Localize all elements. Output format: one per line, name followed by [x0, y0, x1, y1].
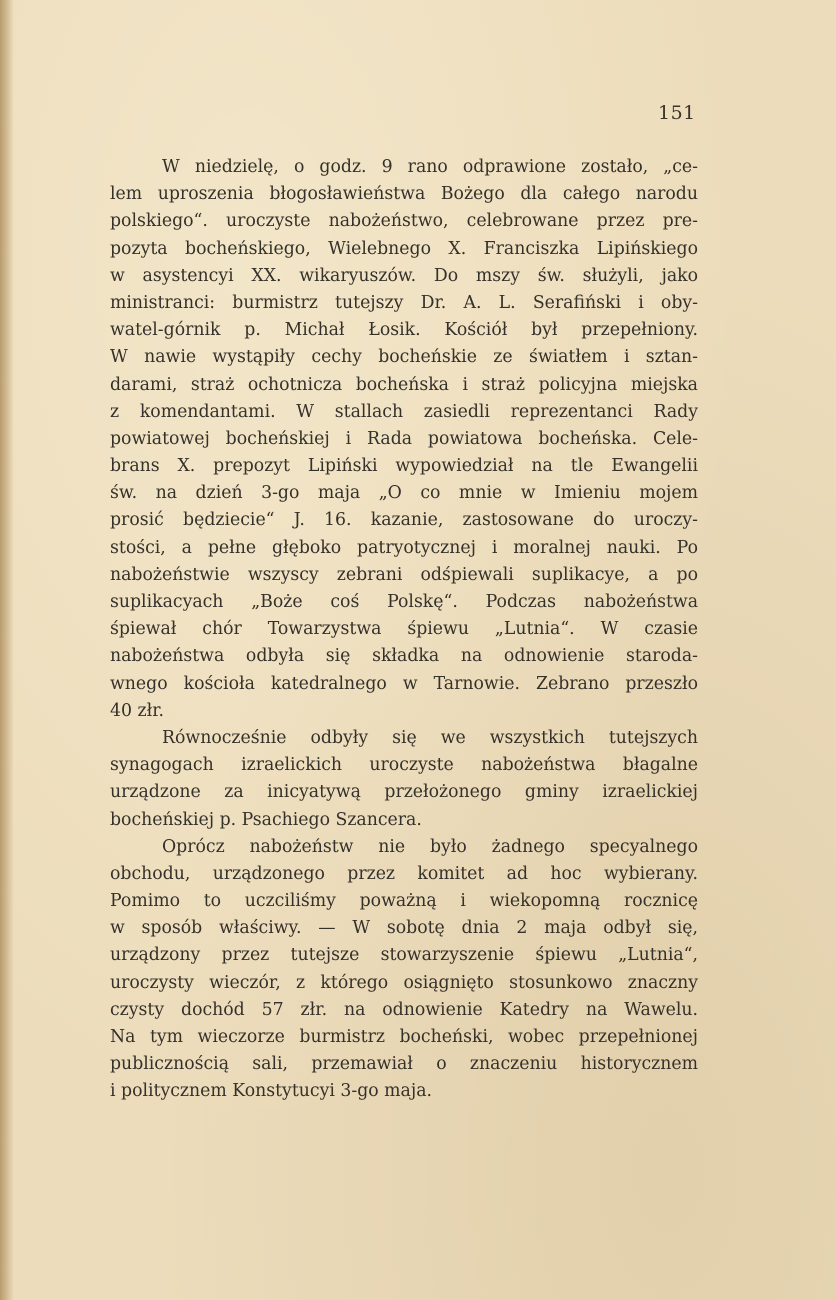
- page-number: 151: [658, 102, 696, 124]
- text-line: stości, a pełne głęboko patryotycznej i moralnej nauki. Po: [110, 537, 698, 558]
- text-line: urządzony przez tutejsze stowarzyszenie śpiewu „Lutnia“,: [110, 945, 698, 966]
- text-line: bocheńskiej p. Psachiego Szancera.: [110, 809, 422, 830]
- text-line: watel-górnik p. Michał Łosik. Kościół był przepełniony.: [110, 320, 698, 341]
- text-line: pozyta bocheńskiego, Wielebnego X. Franciszka Lipińskiego: [110, 238, 698, 259]
- text-line: nabożeństwie wszyscy zebrani odśpiewali suplikacye, a po: [110, 564, 698, 585]
- text-line: św. na dzień 3-go maja „O co mnie w Imieniu mojem: [110, 483, 698, 504]
- text-line: Pomimo to uczciliśmy poważną i wiekopomną rocznicę: [110, 891, 698, 912]
- paragraph: [110, 725, 698, 834]
- page-binding-edge: [0, 0, 14, 1300]
- text-line: z komendantami. W stallach zasiedli reprezentanci Rady: [110, 401, 698, 422]
- text-line: uroczysty wieczór, z którego osiągnięto stosunkowo znaczny: [110, 972, 698, 993]
- text-line: czysty dochód 57 złr. na odnowienie Katedry na Wawelu.: [110, 999, 698, 1020]
- text-line: prosić będziecie“ J. 16. kazanie, zastosowane do uroczy-: [110, 510, 698, 531]
- text-line: suplikacyach „Boże coś Polskę“. Podczas nabożeństwa: [110, 592, 698, 612]
- text-line: i politycznem Konstytucyi 3-go maja.: [110, 1081, 432, 1102]
- text-line: w sposób właściwy. — W sobotę dnia 2 maja odbył się,: [110, 918, 698, 939]
- text-line: Równocześnie odbyły się we wszystkich tutejszych: [162, 727, 698, 748]
- text-line: urządzone za inicyatywą przełożonego gminy izraelickiej: [110, 782, 698, 803]
- text-line: synagogach izraelickich uroczyste nabożeństwa błagalne: [110, 755, 698, 776]
- paragraph: [110, 154, 698, 725]
- text-line: brans X. prepozyt Lipiński wypowiedział na tle Ewangelii: [110, 456, 698, 477]
- text-line: śpiewał chór Towarzystwa śpiewu „Lutnia“. W czasie: [110, 619, 698, 640]
- text-line: darami, straż ochotnicza bocheńska i straż policyjna miejska: [110, 374, 698, 395]
- text-line: w asystencyi XX. wikaryuszów. Do mszy św. służyli, jako: [110, 265, 698, 286]
- text-line: W nawie wystąpiły cechy bocheńskie ze światłem i sztan-: [110, 347, 698, 368]
- text-line: 40 złr.: [110, 700, 165, 721]
- text-line: Oprócz nabożeństw nie było żadnego specyalnego: [162, 836, 698, 857]
- text-line: lem uproszenia błogosławieństwa Bożego dla całego narodu: [110, 184, 698, 205]
- text-line: powiatowej bocheńskiej i Rada powiatowa bocheńska. Cele-: [110, 428, 698, 449]
- text-line: wnego kościoła katedralnego w Tarnowie. Zebrano przeszło: [110, 673, 698, 694]
- text-line: W niedzielę, o godz. 9 rano odprawione zostało, „ce-: [162, 157, 698, 177]
- text-line: publicznością sali, przemawiał o znaczeniu historycznem: [110, 1054, 698, 1075]
- text-line: nabożeństwa odbyła się składka na odnowienie staroda-: [110, 646, 698, 667]
- text-line: polskiego“. uroczyste nabożeństwo, celebrowane przez pre-: [110, 211, 698, 232]
- paragraph: [110, 834, 698, 1106]
- text-line: Na tym wieczorze burmistrz bocheński, wobec przepełnionej: [110, 1027, 698, 1047]
- body-text: [110, 154, 698, 1106]
- text-line: ministranci: burmistrz tutejszy Dr. A. L. Serafiński i oby-: [110, 292, 698, 313]
- text-line: obchodu, urządzonego przez komitet ad hoc wybierany.: [110, 863, 698, 884]
